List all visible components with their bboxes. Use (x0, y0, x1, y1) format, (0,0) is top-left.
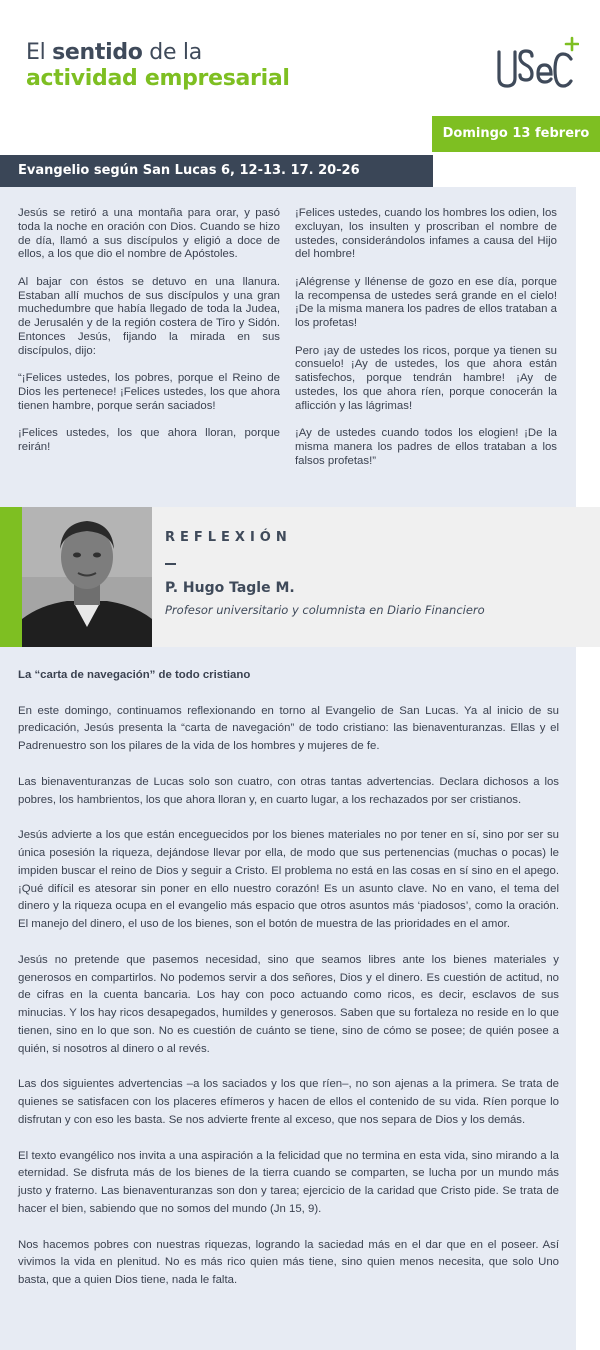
article-panel (0, 647, 576, 1350)
gospel-paragraph: Pero ¡ay de ustedes los ricos, porque ya tienen su consuelo! ¡Ay de ustedes, los que ahora están satisfechos, porque tendrán hambre! ¡Ay de ustedes, los que ahora ríen, porque conocerán la aflicción y las lágrimas! (295, 344, 557, 412)
gospel-column-left (18, 207, 280, 468)
accent-bar (0, 507, 22, 647)
author-photo (22, 507, 152, 647)
gospel-paragraph: ¡Alégrense y llénense de gozo en ese día, porque la recompensa de ustedes será grande en el cielo! ¡De la misma manera los padres de ellos trataban a los profetas! (295, 275, 557, 330)
title-bold-word: sentido (52, 40, 143, 65)
reflection-banner (0, 507, 600, 647)
gospel-paragraph: ¡Ay de ustedes cuando todos los elogien! ¡De la misma manera los padres de ellos trataban a los falsos profetas!” (295, 427, 557, 467)
gospel-panel (0, 187, 576, 507)
reflection-divider (165, 563, 176, 565)
article-body (18, 667, 559, 1308)
article-title: La “carta de navegación” de todo cristiano (18, 669, 251, 681)
author-name: P. Hugo Tagle M. (165, 580, 295, 596)
gospel-paragraph: ¡Felices ustedes, cuando los hombres los odien, los excluyan, los insulten y proscriban el nombre de ustedes, considerándolos infames a causa del Hijo del hombre! (295, 207, 557, 261)
date-badge: Domingo 13 febrero (432, 116, 600, 152)
article-paragraph: Las dos siguientes advertencias –a los saciados y los que ríen–, no son ajenas a la primera. Se trata de quienes se satisfacen con los placeres efímeros y hacen de ellos el contenido de su vida. Ríen porque lo disfrutan y con eso les basta. Se nos advierte frente al exceso, que nos separa de Dios y los demás. (18, 1078, 559, 1126)
reflection-label: REFLEXIÓN (165, 530, 292, 545)
usec-logo (495, 34, 579, 98)
title-line-1: El sentido de la (26, 40, 202, 65)
page-title (26, 40, 290, 92)
page-header (0, 0, 600, 112)
gospel-column-right (295, 207, 557, 482)
article-paragraph: Nos hacemos pobres con nuestras riquezas, logrando la saciedad más en el dar que en el poseer. Así vivimos la vida en plenitud. No es más rico quien más tiene, sino quien menos necesita, que solo Uno basta, que a quien Dios tiene, nada le falta. (18, 1238, 559, 1287)
article-paragraph: Las bienaventuranzas de Lucas solo son cuatro, con otras tantas advertencias. Declara dichosos a los pobres, los hambrientos, los que ahora lloran y, en cuarto lugar, a los rechazados por ser cristianos. (18, 775, 559, 806)
article-paragraph: Jesús advierte a los que están enceguecidos por los bienes materiales no por tener en sí, sino por ser su única posesión la riqueza, dejándose llevar por ella, de modo que sus pertenencias (muchas o pocas) le impiden buscar el reino de Dios y seguir a Cristo. El problema no está en las cosas en sí sino en el apego. ¡Qué difícil es atesorar sin poner en ello nuestro corazón! Es un asunto clave. No en vano, el tema del dinero y la riqueza ocupa en el evangelio más espacio que otros asuntos más ‘piadosos’, como la oración. El manejo del dinero, el uso de los bienes, son el botón de muestra de las prioridades en el amor. (18, 829, 559, 931)
article-paragraph: Jesús no pretende que pasemos necesidad, sino que seamos libres ante los bienes materiales y generosos en compartirlos. No podemos servir a dos señores, Dios y el dinero. Es cuestión de actitud, no de cifras en la cuenta bancaria. Los hay con poco actuando como ricos, es decir, esclavos de sus minucias. Y los hay ricos desapegados, humildes y generosos. Saben que su fortaleza no reside en lo que tienen, sino en lo que son. No es cuestión de cuánto se tiene, sino de cómo se posee; de quién posee a quién, si nosotros al dinero o al revés. (18, 953, 559, 1055)
gospel-paragraph: “¡Felices ustedes, los pobres, porque el Reino de Dios les pertenece! ¡Felices ustedes, los que ahora tienen hambre, porque serán saciados! (18, 372, 280, 412)
gospel-paragraph: ¡Felices ustedes, los que ahora lloran, porque reirán! (18, 427, 280, 453)
gospel-paragraph: Jesús se retiró a una montaña para orar, y pasó toda la noche en oración con Dios. Cuando se hizo de día, llamó a sus discípulos y eligió a doce de ellos, a los que dio el nombre de Apóstoles. (18, 207, 280, 261)
article-paragraph: En este domingo, continuamos reflexionando en torno al Evangelio de San Lucas. Ya al inicio de su predicación, Jesús presenta la “carta de navegación” de todo cristiano: las bienaventuranzas. Ellas y el Padrenuestro son los pilares de la vida de los hombres y mujeres de fe. (18, 704, 559, 753)
author-role: Profesor universitario y columnista en Diario Financiero (165, 603, 485, 617)
gospel-heading: Evangelio según San Lucas 6, 12-13. 17. 20-26 (0, 155, 433, 187)
gospel-paragraph: Al bajar con éstos se detuvo en una llanura. Estaban allí muchos de sus discípulos y una gran muchedumbre que había llegado de toda la Judea, de Jerusalén y de la región costera de Tiro y Sidón. Entonces Jesús, fijando la mirada en sus discípulos, dijo: (18, 275, 280, 357)
article-paragraph: El texto evangélico nos invita a una aspiración a la felicidad que no termina en esta vida, sino mirando a la eternidad. Se disfruta más de los bienes de la tierra cuando se comparten, se lucha por un mundo más justo y fraterno. Las bienaventuranzas son don y tarea; ejercicio de la caridad que Cristo pide. Se trata de hacer el bien, sabiendo que no somos del mundo (Jn 15, 9). (18, 1149, 559, 1215)
title-line-2: actividad empresarial (26, 66, 290, 91)
